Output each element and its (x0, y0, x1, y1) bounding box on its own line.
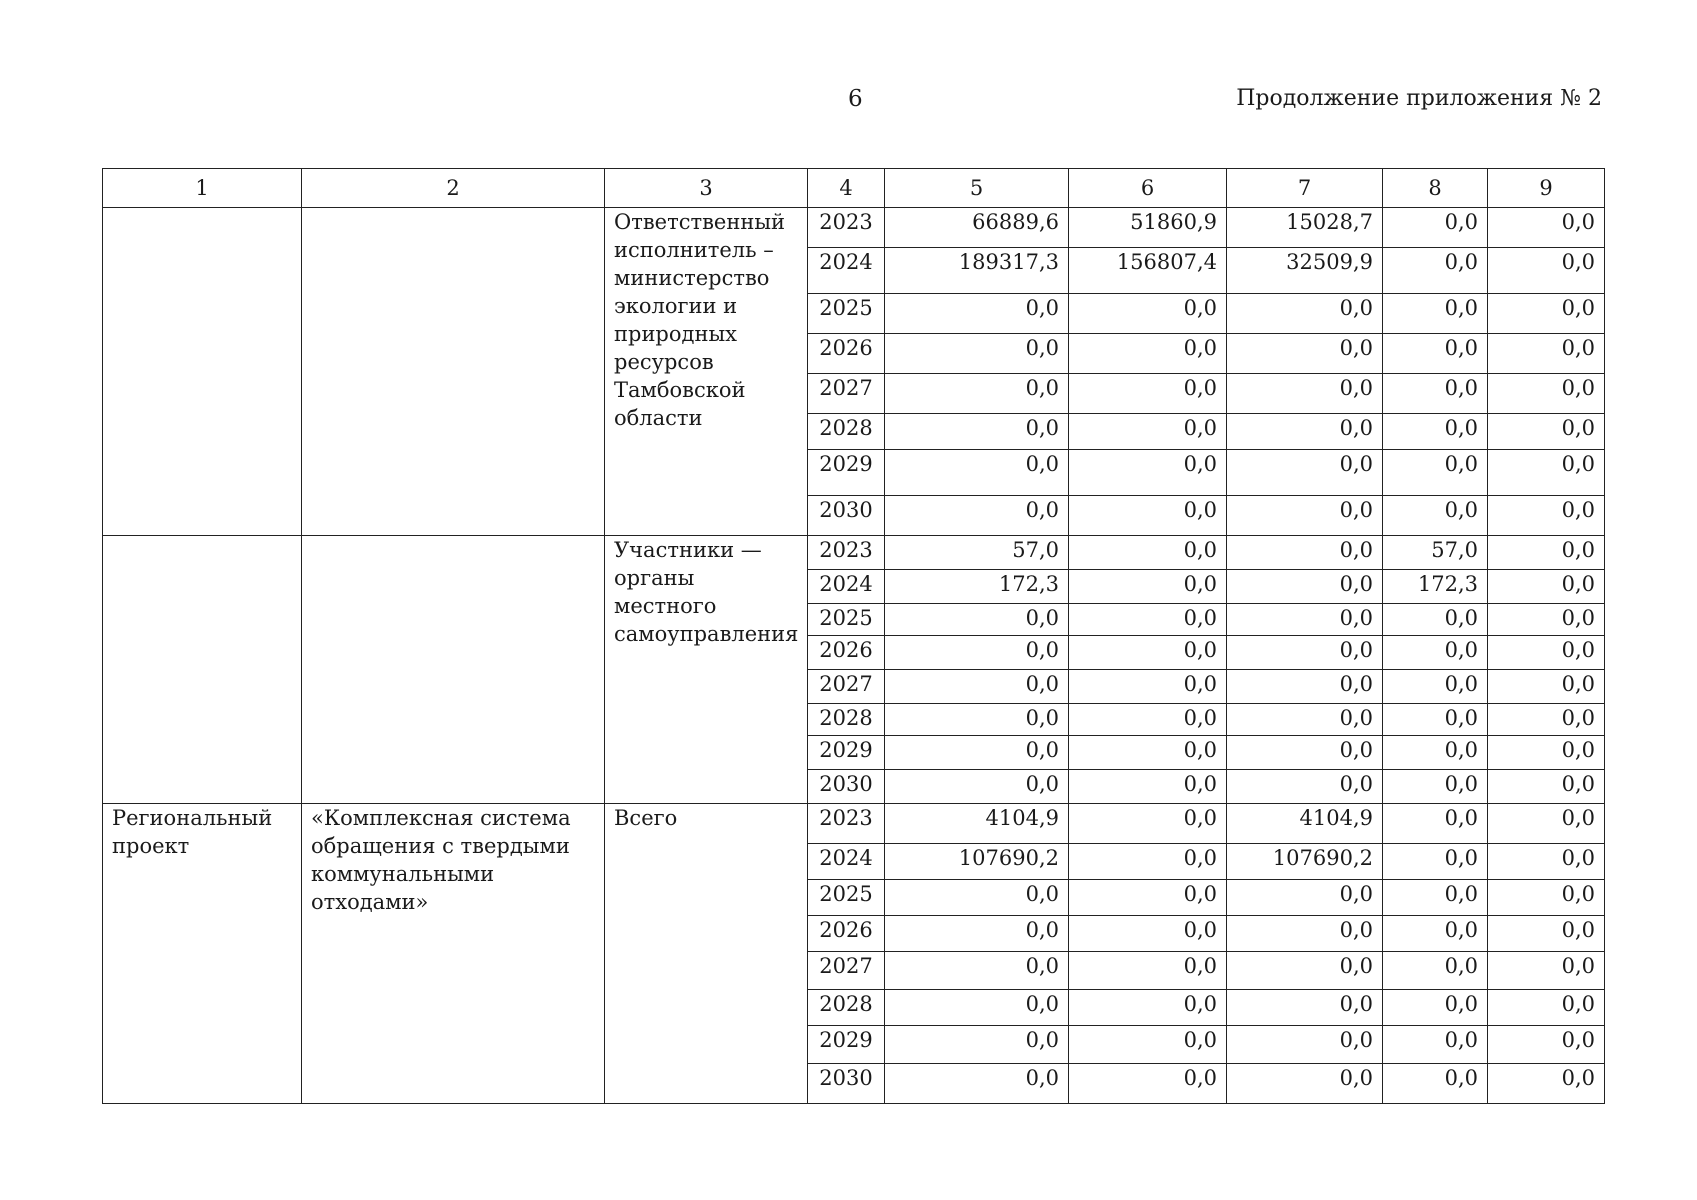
federal-cell: 0,0 (1069, 952, 1227, 990)
federal-cell: 0,0 (1069, 670, 1227, 704)
federal-cell: 0,0 (1069, 804, 1227, 844)
year-cell: 2028 (808, 414, 885, 450)
other-cell: 0,0 (1488, 604, 1605, 636)
regional-cell: 15028,7 (1227, 208, 1383, 248)
year-cell: 2030 (808, 770, 885, 804)
year-cell: 2028 (808, 704, 885, 736)
other-cell: 0,0 (1488, 1064, 1605, 1104)
federal-cell: 0,0 (1069, 770, 1227, 804)
federal-cell: 51860,9 (1069, 208, 1227, 248)
federal-cell: 0,0 (1069, 636, 1227, 670)
other-cell: 0,0 (1488, 770, 1605, 804)
local-cell: 172,3 (1383, 570, 1488, 604)
other-cell: 0,0 (1488, 916, 1605, 952)
year-cell: 2029 (808, 1026, 885, 1064)
regional-cell: 0,0 (1227, 990, 1383, 1026)
regional-cell: 4104,9 (1227, 804, 1383, 844)
federal-cell: 0,0 (1069, 334, 1227, 374)
regional-cell: 0,0 (1227, 704, 1383, 736)
total-cell: 0,0 (885, 736, 1069, 770)
federal-cell: 0,0 (1069, 414, 1227, 450)
total-cell: 0,0 (885, 916, 1069, 952)
other-cell: 0,0 (1488, 704, 1605, 736)
local-cell: 0,0 (1383, 334, 1488, 374)
local-cell: 0,0 (1383, 496, 1488, 536)
regional-cell: 0,0 (1227, 294, 1383, 334)
local-cell: 0,0 (1383, 374, 1488, 414)
local-cell: 0,0 (1383, 208, 1488, 248)
year-cell: 2030 (808, 496, 885, 536)
other-cell: 0,0 (1488, 952, 1605, 990)
category-cell (103, 208, 302, 536)
year-cell: 2027 (808, 374, 885, 414)
header-cell: 3 (605, 169, 808, 208)
header-cell: 8 (1383, 169, 1488, 208)
year-cell: 2030 (808, 1064, 885, 1104)
local-cell: 0,0 (1383, 414, 1488, 450)
regional-cell: 0,0 (1227, 536, 1383, 570)
funding-table (102, 168, 1605, 1104)
federal-cell: 0,0 (1069, 880, 1227, 916)
total-cell: 0,0 (885, 450, 1069, 496)
year-cell: 2027 (808, 952, 885, 990)
total-cell: 0,0 (885, 990, 1069, 1026)
total-cell: 0,0 (885, 880, 1069, 916)
local-cell: 0,0 (1383, 1026, 1488, 1064)
federal-cell: 0,0 (1069, 844, 1227, 880)
other-cell: 0,0 (1488, 636, 1605, 670)
local-cell: 0,0 (1383, 604, 1488, 636)
other-cell: 0,0 (1488, 496, 1605, 536)
other-cell: 0,0 (1488, 844, 1605, 880)
regional-cell: 0,0 (1227, 1026, 1383, 1064)
total-cell: 66889,6 (885, 208, 1069, 248)
year-cell: 2024 (808, 248, 885, 294)
executor-cell: Участники — органы местного самоуправления (605, 536, 808, 804)
other-cell: 0,0 (1488, 334, 1605, 374)
total-cell: 0,0 (885, 1064, 1069, 1104)
year-cell: 2023 (808, 208, 885, 248)
total-cell: 0,0 (885, 294, 1069, 334)
name-cell (302, 208, 605, 536)
year-cell: 2029 (808, 736, 885, 770)
table-body (103, 208, 1605, 1104)
continuation-label: Продолжение приложения № 2 (1236, 86, 1602, 111)
federal-cell: 0,0 (1069, 704, 1227, 736)
total-cell: 0,0 (885, 704, 1069, 736)
other-cell: 0,0 (1488, 248, 1605, 294)
other-cell: 0,0 (1488, 1026, 1605, 1064)
year-cell: 2023 (808, 804, 885, 844)
regional-cell: 0,0 (1227, 570, 1383, 604)
total-cell: 0,0 (885, 952, 1069, 990)
local-cell: 0,0 (1383, 916, 1488, 952)
year-cell: 2026 (808, 916, 885, 952)
regional-cell: 0,0 (1227, 736, 1383, 770)
regional-cell: 0,0 (1227, 496, 1383, 536)
local-cell: 57,0 (1383, 536, 1488, 570)
year-cell: 2026 (808, 636, 885, 670)
total-cell: 0,0 (885, 604, 1069, 636)
federal-cell: 0,0 (1069, 990, 1227, 1026)
total-cell: 57,0 (885, 536, 1069, 570)
regional-cell: 0,0 (1227, 916, 1383, 952)
federal-cell: 0,0 (1069, 604, 1227, 636)
other-cell: 0,0 (1488, 294, 1605, 334)
local-cell: 0,0 (1383, 804, 1488, 844)
federal-cell: 0,0 (1069, 736, 1227, 770)
federal-cell: 0,0 (1069, 374, 1227, 414)
local-cell: 0,0 (1383, 880, 1488, 916)
local-cell: 0,0 (1383, 636, 1488, 670)
other-cell: 0,0 (1488, 570, 1605, 604)
regional-cell: 107690,2 (1227, 844, 1383, 880)
header-cell: 2 (302, 169, 605, 208)
total-cell: 4104,9 (885, 804, 1069, 844)
category-cell (103, 536, 302, 804)
executor-cell: Всего (605, 804, 808, 1104)
local-cell: 0,0 (1383, 736, 1488, 770)
year-cell: 2029 (808, 450, 885, 496)
year-cell: 2025 (808, 880, 885, 916)
local-cell: 0,0 (1383, 844, 1488, 880)
other-cell: 0,0 (1488, 536, 1605, 570)
total-cell: 0,0 (885, 414, 1069, 450)
regional-cell: 0,0 (1227, 414, 1383, 450)
federal-cell: 0,0 (1069, 570, 1227, 604)
federal-cell: 0,0 (1069, 1064, 1227, 1104)
executor-cell: Ответственный исполнитель – министерство экологии и природных ресурсов Тамбовской области (605, 208, 808, 536)
regional-cell: 0,0 (1227, 670, 1383, 704)
header-cell: 1 (103, 169, 302, 208)
regional-cell: 0,0 (1227, 770, 1383, 804)
other-cell: 0,0 (1488, 208, 1605, 248)
year-cell: 2025 (808, 294, 885, 334)
total-cell: 0,0 (885, 1026, 1069, 1064)
header-cell: 6 (1069, 169, 1227, 208)
regional-cell: 0,0 (1227, 880, 1383, 916)
local-cell: 0,0 (1383, 704, 1488, 736)
local-cell: 0,0 (1383, 1064, 1488, 1104)
local-cell: 0,0 (1383, 770, 1488, 804)
other-cell: 0,0 (1488, 804, 1605, 844)
local-cell: 0,0 (1383, 294, 1488, 334)
total-cell: 0,0 (885, 670, 1069, 704)
federal-cell: 0,0 (1069, 496, 1227, 536)
other-cell: 0,0 (1488, 670, 1605, 704)
federal-cell: 0,0 (1069, 450, 1227, 496)
total-cell: 0,0 (885, 770, 1069, 804)
year-cell: 2028 (808, 990, 885, 1026)
total-cell: 0,0 (885, 636, 1069, 670)
regional-cell: 0,0 (1227, 334, 1383, 374)
table-row (103, 208, 1605, 248)
table-row (103, 536, 1605, 570)
year-cell: 2024 (808, 844, 885, 880)
category-cell: Региональный проект (103, 804, 302, 1104)
total-cell: 172,3 (885, 570, 1069, 604)
regional-cell: 0,0 (1227, 604, 1383, 636)
federal-cell: 0,0 (1069, 536, 1227, 570)
regional-cell: 32509,9 (1227, 248, 1383, 294)
total-cell: 0,0 (885, 496, 1069, 536)
header-row (103, 169, 1605, 208)
total-cell: 0,0 (885, 374, 1069, 414)
federal-cell: 156807,4 (1069, 248, 1227, 294)
other-cell: 0,0 (1488, 736, 1605, 770)
header-cell: 4 (808, 169, 885, 208)
year-cell: 2024 (808, 570, 885, 604)
page-number: 6 (848, 86, 863, 112)
other-cell: 0,0 (1488, 414, 1605, 450)
header-cell: 9 (1488, 169, 1605, 208)
local-cell: 0,0 (1383, 450, 1488, 496)
header-cell: 5 (885, 169, 1069, 208)
name-cell (302, 536, 605, 804)
local-cell: 0,0 (1383, 990, 1488, 1026)
federal-cell: 0,0 (1069, 294, 1227, 334)
total-cell: 107690,2 (885, 844, 1069, 880)
regional-cell: 0,0 (1227, 374, 1383, 414)
year-cell: 2026 (808, 334, 885, 374)
other-cell: 0,0 (1488, 880, 1605, 916)
regional-cell: 0,0 (1227, 450, 1383, 496)
year-cell: 2023 (808, 536, 885, 570)
regional-cell: 0,0 (1227, 636, 1383, 670)
other-cell: 0,0 (1488, 374, 1605, 414)
table-row (103, 804, 1605, 844)
regional-cell: 0,0 (1227, 1064, 1383, 1104)
federal-cell: 0,0 (1069, 916, 1227, 952)
header-cell: 7 (1227, 169, 1383, 208)
other-cell: 0,0 (1488, 450, 1605, 496)
other-cell: 0,0 (1488, 990, 1605, 1026)
regional-cell: 0,0 (1227, 952, 1383, 990)
year-cell: 2027 (808, 670, 885, 704)
year-cell: 2025 (808, 604, 885, 636)
local-cell: 0,0 (1383, 952, 1488, 990)
federal-cell: 0,0 (1069, 1026, 1227, 1064)
name-cell: «Комплексная система обращения с твердыми коммунальными отходами» (302, 804, 605, 1104)
local-cell: 0,0 (1383, 248, 1488, 294)
total-cell: 189317,3 (885, 248, 1069, 294)
total-cell: 0,0 (885, 334, 1069, 374)
local-cell: 0,0 (1383, 670, 1488, 704)
